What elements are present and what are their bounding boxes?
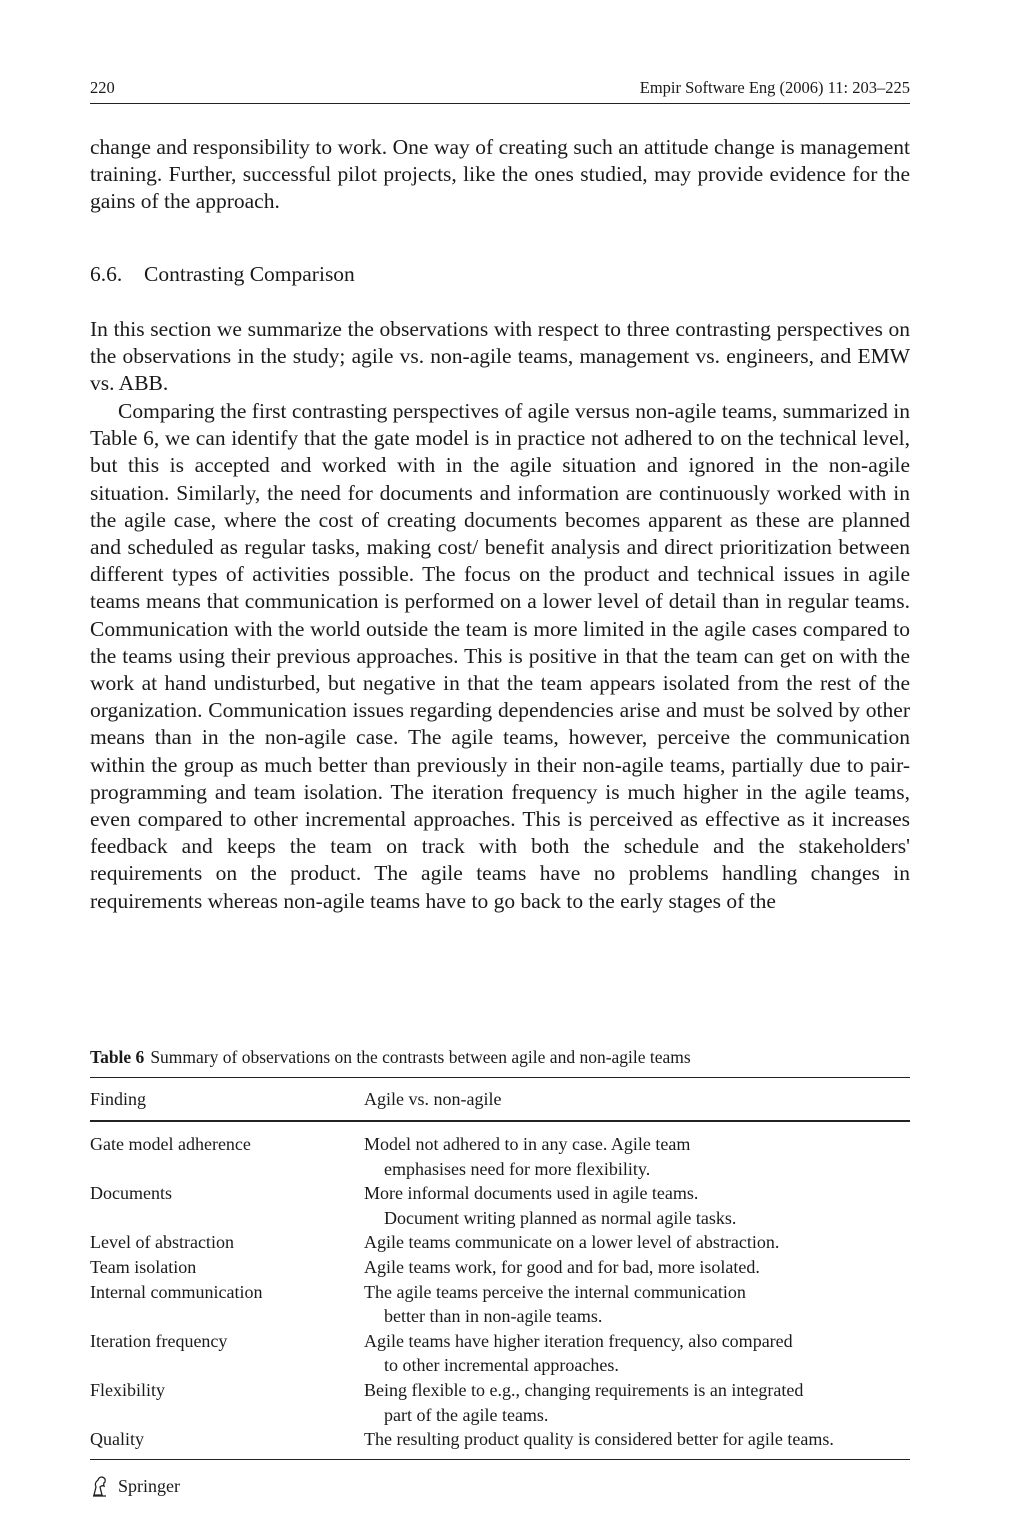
table-label: Table 6 — [90, 1047, 145, 1067]
description-line-continued: better than in non-agile teams. — [384, 1306, 603, 1327]
table-top-rule — [90, 1077, 910, 1078]
description-line: The resulting product quality is considered better for agile teams. — [364, 1429, 834, 1450]
table-cell-description — [364, 1230, 910, 1255]
table-cell-description — [364, 1255, 910, 1280]
header-rule — [90, 103, 910, 104]
publisher-name: Springer — [118, 1475, 180, 1496]
running-head — [90, 78, 910, 102]
paragraph-summary: In this section we summarize the observations with respect to three contrasting perspectives on the observations in the study; agile vs. non-agile teams, management vs. engineers, and EMW vs. ABB. — [90, 317, 910, 396]
table-caption — [90, 1047, 910, 1068]
description-line: Agile teams communicate on a lower level of abstraction. — [364, 1232, 780, 1253]
description-line-continued: to other incremental approaches. — [384, 1355, 619, 1376]
description-line: Agile teams have higher iteration frequency, also compared — [364, 1330, 793, 1351]
publisher-footer — [90, 1472, 180, 1500]
description-line-continued: Document writing planned as normal agile tasks. — [384, 1207, 737, 1228]
table-cell-finding: Quality — [90, 1429, 144, 1450]
table-cell-finding: Internal communication — [90, 1281, 263, 1302]
table-cell-finding: Documents — [90, 1183, 172, 1204]
table-header-rule — [90, 1120, 910, 1122]
table-bottom-rule — [90, 1459, 910, 1460]
table-cell-finding: Team isolation — [90, 1256, 197, 1277]
table-body — [90, 1132, 910, 1452]
section-number: 6.6. — [90, 262, 123, 286]
table-cell-description — [364, 1132, 910, 1181]
description-line: Being flexible to e.g., changing requirements is an integrated — [364, 1379, 804, 1400]
description-line: The agile teams perceive the internal communication — [364, 1281, 746, 1302]
table-cell-finding: Level of abstraction — [90, 1232, 234, 1253]
table-row — [90, 1255, 910, 1280]
table-cell-description — [364, 1427, 910, 1452]
table-row — [90, 1230, 910, 1255]
table-cell-description — [364, 1181, 910, 1230]
page-number: 220 — [90, 78, 115, 97]
table-caption-text: Summary of observations on the contrasts between agile and non-agile teams — [150, 1047, 691, 1067]
table-row — [90, 1329, 910, 1378]
table-cell-description — [364, 1329, 910, 1378]
description-line-continued: emphasises need for more flexibility. — [384, 1158, 651, 1179]
paper-page — [90, 0, 910, 1536]
journal-citation: Empir Software Eng (2006) 11: 203–225 — [639, 78, 910, 97]
table-row — [90, 1427, 910, 1452]
table-cell-finding: Gate model adherence — [90, 1134, 251, 1154]
table-row — [90, 1132, 910, 1181]
paragraph-intro: change and responsibility to work. One way of creating such an attitude change is management training. Further, successful pilot projects, like the ones studied, may provide evidence for the gains of the approach. — [90, 135, 910, 214]
description-line: Agile teams work, for good and for bad, more isolated. — [364, 1256, 760, 1277]
table-row — [90, 1378, 910, 1427]
description-line-continued: part of the agile teams. — [384, 1404, 549, 1425]
table-cell-finding: Iteration frequency — [90, 1330, 228, 1351]
table-row — [90, 1280, 910, 1329]
description-line: Model not adhered to in any case. Agile team — [364, 1134, 691, 1154]
table-cell-finding: Flexibility — [90, 1379, 166, 1400]
table-row — [90, 1181, 910, 1230]
description-line: More informal documents used in agile teams. — [364, 1183, 699, 1204]
column-header-finding: Finding — [90, 1089, 147, 1109]
paragraph-comparison: Comparing the first contrasting perspectives of agile versus non-agile teams, summarized in Table 6, we can identify that the gate model is in practice not adhered to on the technical level, but this is accepted and worked with in the agile situation and ignored in the non-agile situation. Similarly, the need for documents and information are continuously worked with in the agile case, where the cost of creating documents becomes apparent as these are planned and scheduled as regular tasks, making cost/ benefit analysis and direct prioritization between different types of activities possible. The focus on the product and technical issues in agile teams means that communication is performed on a lower level of detail than in regular teams. Communication with the world outside the team is more limited in the agile cases compared to the teams using their previous approaches. This is positive in that the team can get on with the work at hand undisturbed, but negative in that the team appears isolated from the rest of the organization. Communication issues regarding dependencies arise and must be solved by other means than in the non-agile case. The agile teams, however, perceive the communication within the group as much better than previously in their non-agile teams, partially due to pair-programming and team isolation. The iteration frequency is much higher in the agile teams, even compared to other incremental approaches. This is perceived as effective as it increases feedback and keeps the team on track with both the schedule and the stakeholders' requirements on the product. The agile teams have no problems handling changes in requirements whereas non-agile teams have to go back to the early stages of the — [90, 399, 910, 913]
table-cell-description — [364, 1378, 910, 1427]
table-cell-description — [364, 1280, 910, 1329]
section-title: Contrasting Comparison — [144, 262, 355, 286]
column-header-agile: Agile vs. non-agile — [364, 1089, 502, 1109]
section-heading — [90, 262, 355, 287]
springer-horse-icon — [90, 1475, 110, 1497]
